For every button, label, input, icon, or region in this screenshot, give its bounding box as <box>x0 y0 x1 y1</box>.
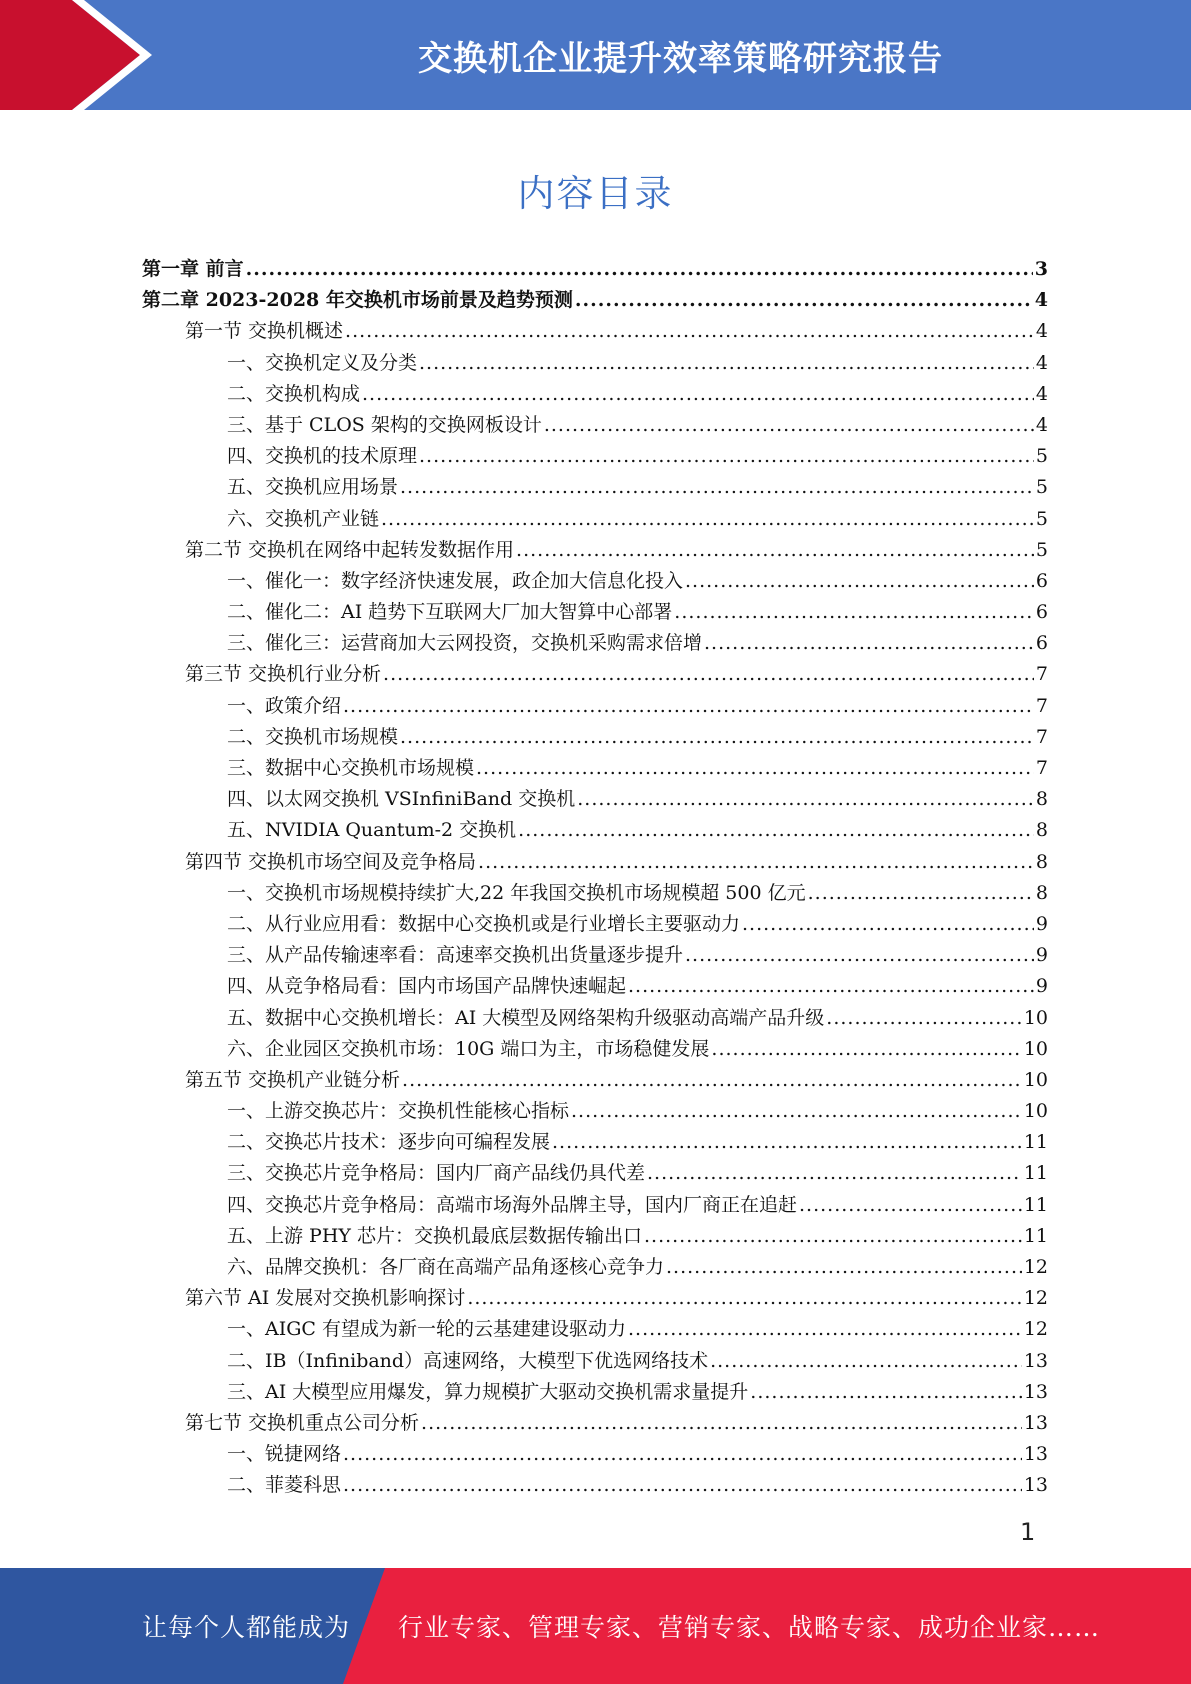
toc-entry-label: 二、IB（Infiniband）高速网络，大模型下优选网络技术 <box>227 1349 709 1372</box>
toc-section-link[interactable] <box>142 1065 1048 1096</box>
toc-entry-label: 一、交换机市场规模持续扩大,22 年我国交换机市场规模超 500 亿元 <box>227 881 806 904</box>
toc-dot-leader <box>628 1314 1022 1345</box>
toc-entry-page: 5 <box>1035 445 1048 468</box>
toc-entry-label: 第六节 AI 发展对交换机影响探讨 <box>185 1287 466 1310</box>
toc-dot-leader <box>343 1470 1022 1501</box>
toc-entry-page: 4 <box>1035 351 1048 374</box>
toc-entry-label: 二、交换芯片技术：逐步向可编程发展 <box>227 1131 551 1154</box>
toc-chapter-link[interactable] <box>142 285 1048 316</box>
toc-subsection-link[interactable] <box>142 1377 1048 1408</box>
toc-entry-page: 12 <box>1023 1287 1048 1310</box>
toc-entry-label: 第二节 交换机在网络中起转发数据作用 <box>185 538 515 561</box>
toc-subsection-link[interactable] <box>142 504 1048 535</box>
toc-subsection-link[interactable] <box>142 1034 1048 1065</box>
toc-dot-leader <box>628 971 1034 1002</box>
toc-entry-label: 一、锐捷网络 <box>227 1443 342 1466</box>
toc-subsection-link[interactable] <box>142 1346 1048 1377</box>
toc-entry-label: 六、企业园区交换机市场：10G 端口为主，市场稳健发展 <box>227 1037 710 1060</box>
toc-subsection-link[interactable] <box>142 1096 1048 1127</box>
toc-entry-page: 11 <box>1023 1193 1048 1216</box>
header-banner <box>0 0 1191 110</box>
toc-dot-leader <box>476 753 1034 784</box>
toc-subsection-link[interactable] <box>142 566 1048 597</box>
toc-dot-leader <box>644 1221 1022 1252</box>
toc-dot-leader <box>674 597 1034 628</box>
toc-dot-leader <box>685 940 1034 971</box>
toc-dot-leader <box>552 1127 1022 1158</box>
toc-subsection-link[interactable] <box>142 1252 1048 1283</box>
toc-entry-label: 第一章 前言 <box>142 258 244 280</box>
toc-dot-leader <box>544 410 1034 441</box>
toc-subsection-link[interactable] <box>142 1003 1048 1034</box>
toc-subsection-link[interactable] <box>142 410 1048 441</box>
toc-subsection-link[interactable] <box>142 753 1048 784</box>
toc-entry-page: 7 <box>1035 757 1048 779</box>
toc-entry-page: 5 <box>1035 476 1048 499</box>
toc-entry-page: 8 <box>1035 788 1048 811</box>
footer-banner <box>0 1568 1191 1684</box>
toc-entry-label: 二、催化二：AI 趋势下互联网大厂加大智算中心部署 <box>227 601 673 624</box>
toc-dot-leader <box>345 316 1034 347</box>
toc-entry-label: 第三节 交换机行业分析 <box>185 663 382 686</box>
toc-entry-label: 四、从竞争格局看：国内市场国产品牌快速崛起 <box>227 975 627 998</box>
toc-entry-page: 13 <box>1023 1474 1048 1497</box>
toc-dot-leader <box>421 1408 1022 1439</box>
toc-entry-page: 5 <box>1035 538 1048 561</box>
toc-entry-page: 13 <box>1023 1443 1048 1466</box>
toc-dot-leader <box>666 1252 1022 1283</box>
toc-entry-label: 一、AIGC 有望成为新一轮的云基建建设驱动力 <box>227 1318 626 1341</box>
toc-subsection-link[interactable] <box>142 940 1048 971</box>
toc-subsection-link[interactable] <box>142 1158 1048 1189</box>
toc-entry-label: 五、交换机应用场景 <box>227 476 399 499</box>
toc-subsection-link[interactable] <box>142 815 1048 846</box>
toc-entry-label: 二、从行业应用看：数据中心交换机或是行业增长主要驱动力 <box>227 912 741 935</box>
toc-entry-page: 4 <box>1035 382 1048 405</box>
toc-dot-leader <box>362 379 1034 410</box>
toc-entry-label: 三、数据中心交换机市场规模 <box>227 757 475 779</box>
toc-subsection-link[interactable] <box>142 691 1048 722</box>
toc-section-link[interactable] <box>142 1283 1048 1314</box>
toc-entry-label: 第七节 交换机重点公司分析 <box>185 1411 420 1434</box>
toc-entry-label: 二、菲菱科思 <box>227 1474 342 1497</box>
toc-subsection-link[interactable] <box>142 1127 1048 1158</box>
toc-dot-leader <box>685 566 1034 597</box>
toc-entry-label: 一、上游交换芯片：交换机性能核心指标 <box>227 1100 570 1123</box>
toc-dot-leader <box>400 722 1034 753</box>
toc-chapter-link[interactable] <box>142 254 1048 285</box>
toc-entry-page: 12 <box>1023 1256 1048 1278</box>
chevron-decoration-icon <box>0 0 230 110</box>
toc-section-link[interactable] <box>142 659 1048 690</box>
toc-entry-page: 11 <box>1023 1131 1048 1154</box>
toc-entry-label: 第四节 交换机市场空间及竞争格局 <box>185 850 477 873</box>
toc-entry-page: 10 <box>1023 1006 1048 1029</box>
toc-entry-page: 11 <box>1023 1224 1048 1247</box>
toc-dot-leader <box>826 1003 1022 1034</box>
toc-dot-leader <box>419 441 1034 472</box>
toc-dot-leader <box>400 472 1034 503</box>
toc-dot-leader <box>419 348 1034 379</box>
toc-dot-leader <box>742 909 1034 940</box>
toc-section-link[interactable] <box>142 1408 1048 1439</box>
toc-dot-leader <box>246 254 1033 285</box>
toc-dot-leader <box>704 628 1034 659</box>
toc-entry-page: 5 <box>1035 507 1048 530</box>
toc-entry-label: 二、交换机构成 <box>227 382 361 405</box>
toc-entry-label: 三、基于 CLOS 架构的交换网板设计 <box>227 413 542 436</box>
toc-entry-label: 三、催化三：运营商加大云网投资，交换机采购需求倍增 <box>227 632 703 655</box>
toc-subsection-link[interactable] <box>142 1314 1048 1345</box>
toc-dot-leader <box>343 1439 1022 1470</box>
toc-entry-label: 一、催化一：数字经济快速发展，政企加大信息化投入 <box>227 569 684 592</box>
toc-subsection-link[interactable] <box>142 348 1048 379</box>
toc-dot-leader <box>402 1065 1022 1096</box>
toc-entry-page: 3 <box>1034 258 1048 280</box>
toc-dot-leader <box>383 659 1034 690</box>
toc-entry-page: 4 <box>1035 320 1048 343</box>
footer-slogan-right: 行业专家、管理专家、营销专家、战略专家、成功企业家…… <box>398 1613 1101 1642</box>
toc-entry-label: 三、交换芯片竞争格局：国内厂商产品线仍具代差 <box>227 1162 646 1185</box>
toc-section-link[interactable] <box>142 535 1048 566</box>
toc-entry-page: 10 <box>1023 1100 1048 1123</box>
toc-entry-page: 4 <box>1034 289 1048 312</box>
toc-entry-label: 一、交换机定义及分类 <box>227 351 418 374</box>
toc-entry-label: 三、从产品传输速率看：高速率交换机出货量逐步提升 <box>227 944 684 967</box>
toc-entry-page: 8 <box>1035 881 1048 904</box>
toc-dot-leader <box>711 1034 1021 1065</box>
toc-dot-leader <box>571 1096 1022 1127</box>
toc-entry-label: 第一节 交换机概述 <box>185 320 344 343</box>
toc-entry-label: 六、品牌交换机：各厂商在高端产品角逐核心竞争力 <box>227 1256 665 1278</box>
toc-subsection-link[interactable] <box>142 878 1048 909</box>
toc-entry-label: 一、政策介绍 <box>227 694 342 717</box>
toc-dot-leader <box>710 1346 1022 1377</box>
toc-entry-page: 6 <box>1035 632 1048 655</box>
toc-entry-page: 6 <box>1035 569 1048 592</box>
toc-entry-label: 五、上游 PHY 芯片：交换机最底层数据传输出口 <box>227 1224 642 1247</box>
toc-subsection-link[interactable] <box>142 1439 1048 1470</box>
toc-entry-label: 六、交换机产业链 <box>227 507 380 530</box>
toc-dot-leader <box>575 285 1033 316</box>
toc-entry-label: 三、AI 大模型应用爆发，算力规模扩大驱动交换机需求量提升 <box>227 1380 749 1403</box>
toc-subsection-link[interactable] <box>142 472 1048 503</box>
toc-subsection-link[interactable] <box>142 597 1048 628</box>
toc-dot-leader <box>808 878 1034 909</box>
toc-entry-label: 五、NVIDIA Quantum-2 交换机 <box>227 819 517 842</box>
toc-subsection-link[interactable] <box>142 1470 1048 1501</box>
toc-subsection-link[interactable] <box>142 379 1048 410</box>
toc-subsection-link[interactable] <box>142 909 1048 940</box>
toc-subsection-link[interactable] <box>142 971 1048 1002</box>
page-number: 1 <box>1020 1518 1036 1546</box>
toc-entry-page: 6 <box>1035 601 1048 624</box>
toc-entry-page: 8 <box>1035 850 1048 873</box>
toc-dot-leader <box>750 1377 1022 1408</box>
toc-entry-page: 8 <box>1035 819 1048 842</box>
toc-section-link[interactable] <box>142 847 1048 878</box>
toc-dot-leader <box>647 1158 1022 1189</box>
toc-entry-page: 4 <box>1035 413 1048 436</box>
toc-dot-leader <box>516 535 1034 566</box>
toc-section-link[interactable] <box>142 316 1048 347</box>
toc-entry-page: 10 <box>1023 1037 1048 1060</box>
toc-entry-page: 9 <box>1035 944 1048 967</box>
table-of-contents <box>142 254 1048 1502</box>
toc-subsection-link[interactable] <box>142 628 1048 659</box>
toc-entry-label: 四、交换芯片竞争格局：高端市场海外品牌主导，国内厂商正在追赶 <box>227 1193 798 1216</box>
toc-dot-leader <box>343 691 1034 722</box>
toc-subsection-link[interactable] <box>142 1190 1048 1221</box>
toc-entry-label: 第五节 交换机产业链分析 <box>185 1068 401 1091</box>
toc-subsection-link[interactable] <box>142 441 1048 472</box>
toc-entry-page: 7 <box>1035 663 1048 686</box>
footer-slogan-left: 让每个人都能成为 <box>142 1613 351 1642</box>
toc-dot-leader <box>478 847 1034 878</box>
toc-entry-label: 第二章 2023-2028 年交换机市场前景及趋势预测 <box>142 289 573 312</box>
toc-heading: 内容目录 <box>517 172 674 215</box>
toc-dot-leader <box>518 815 1034 846</box>
toc-entry-page: 9 <box>1035 912 1048 935</box>
toc-entry-label: 五、数据中心交换机增长：AI 大模型及网络架构升级驱动高端产品升级 <box>227 1006 825 1029</box>
toc-subsection-link[interactable] <box>142 722 1048 753</box>
toc-entry-page: 7 <box>1035 725 1048 748</box>
toc-dot-leader <box>577 784 1034 815</box>
toc-entry-label: 四、以太网交换机 VSInfiniBand 交换机 <box>227 788 576 811</box>
toc-entry-page: 7 <box>1035 694 1048 717</box>
toc-dot-leader <box>799 1190 1022 1221</box>
toc-entry-page: 11 <box>1023 1162 1048 1185</box>
toc-entry-page: 9 <box>1035 975 1048 998</box>
toc-entry-page: 13 <box>1023 1411 1048 1434</box>
toc-entry-page: 12 <box>1023 1318 1048 1341</box>
toc-entry-page: 13 <box>1023 1349 1048 1372</box>
toc-entry-label: 四、交换机的技术原理 <box>227 445 418 468</box>
toc-entry-label: 二、交换机市场规模 <box>227 725 399 748</box>
document-title: 交换机企业提升效率策略研究报告 <box>418 38 943 79</box>
toc-entry-page: 13 <box>1023 1380 1048 1403</box>
toc-subsection-link[interactable] <box>142 1221 1048 1252</box>
toc-dot-leader <box>381 504 1034 535</box>
toc-subsection-link[interactable] <box>142 784 1048 815</box>
toc-entry-page: 10 <box>1023 1068 1048 1091</box>
toc-dot-leader <box>467 1283 1022 1314</box>
